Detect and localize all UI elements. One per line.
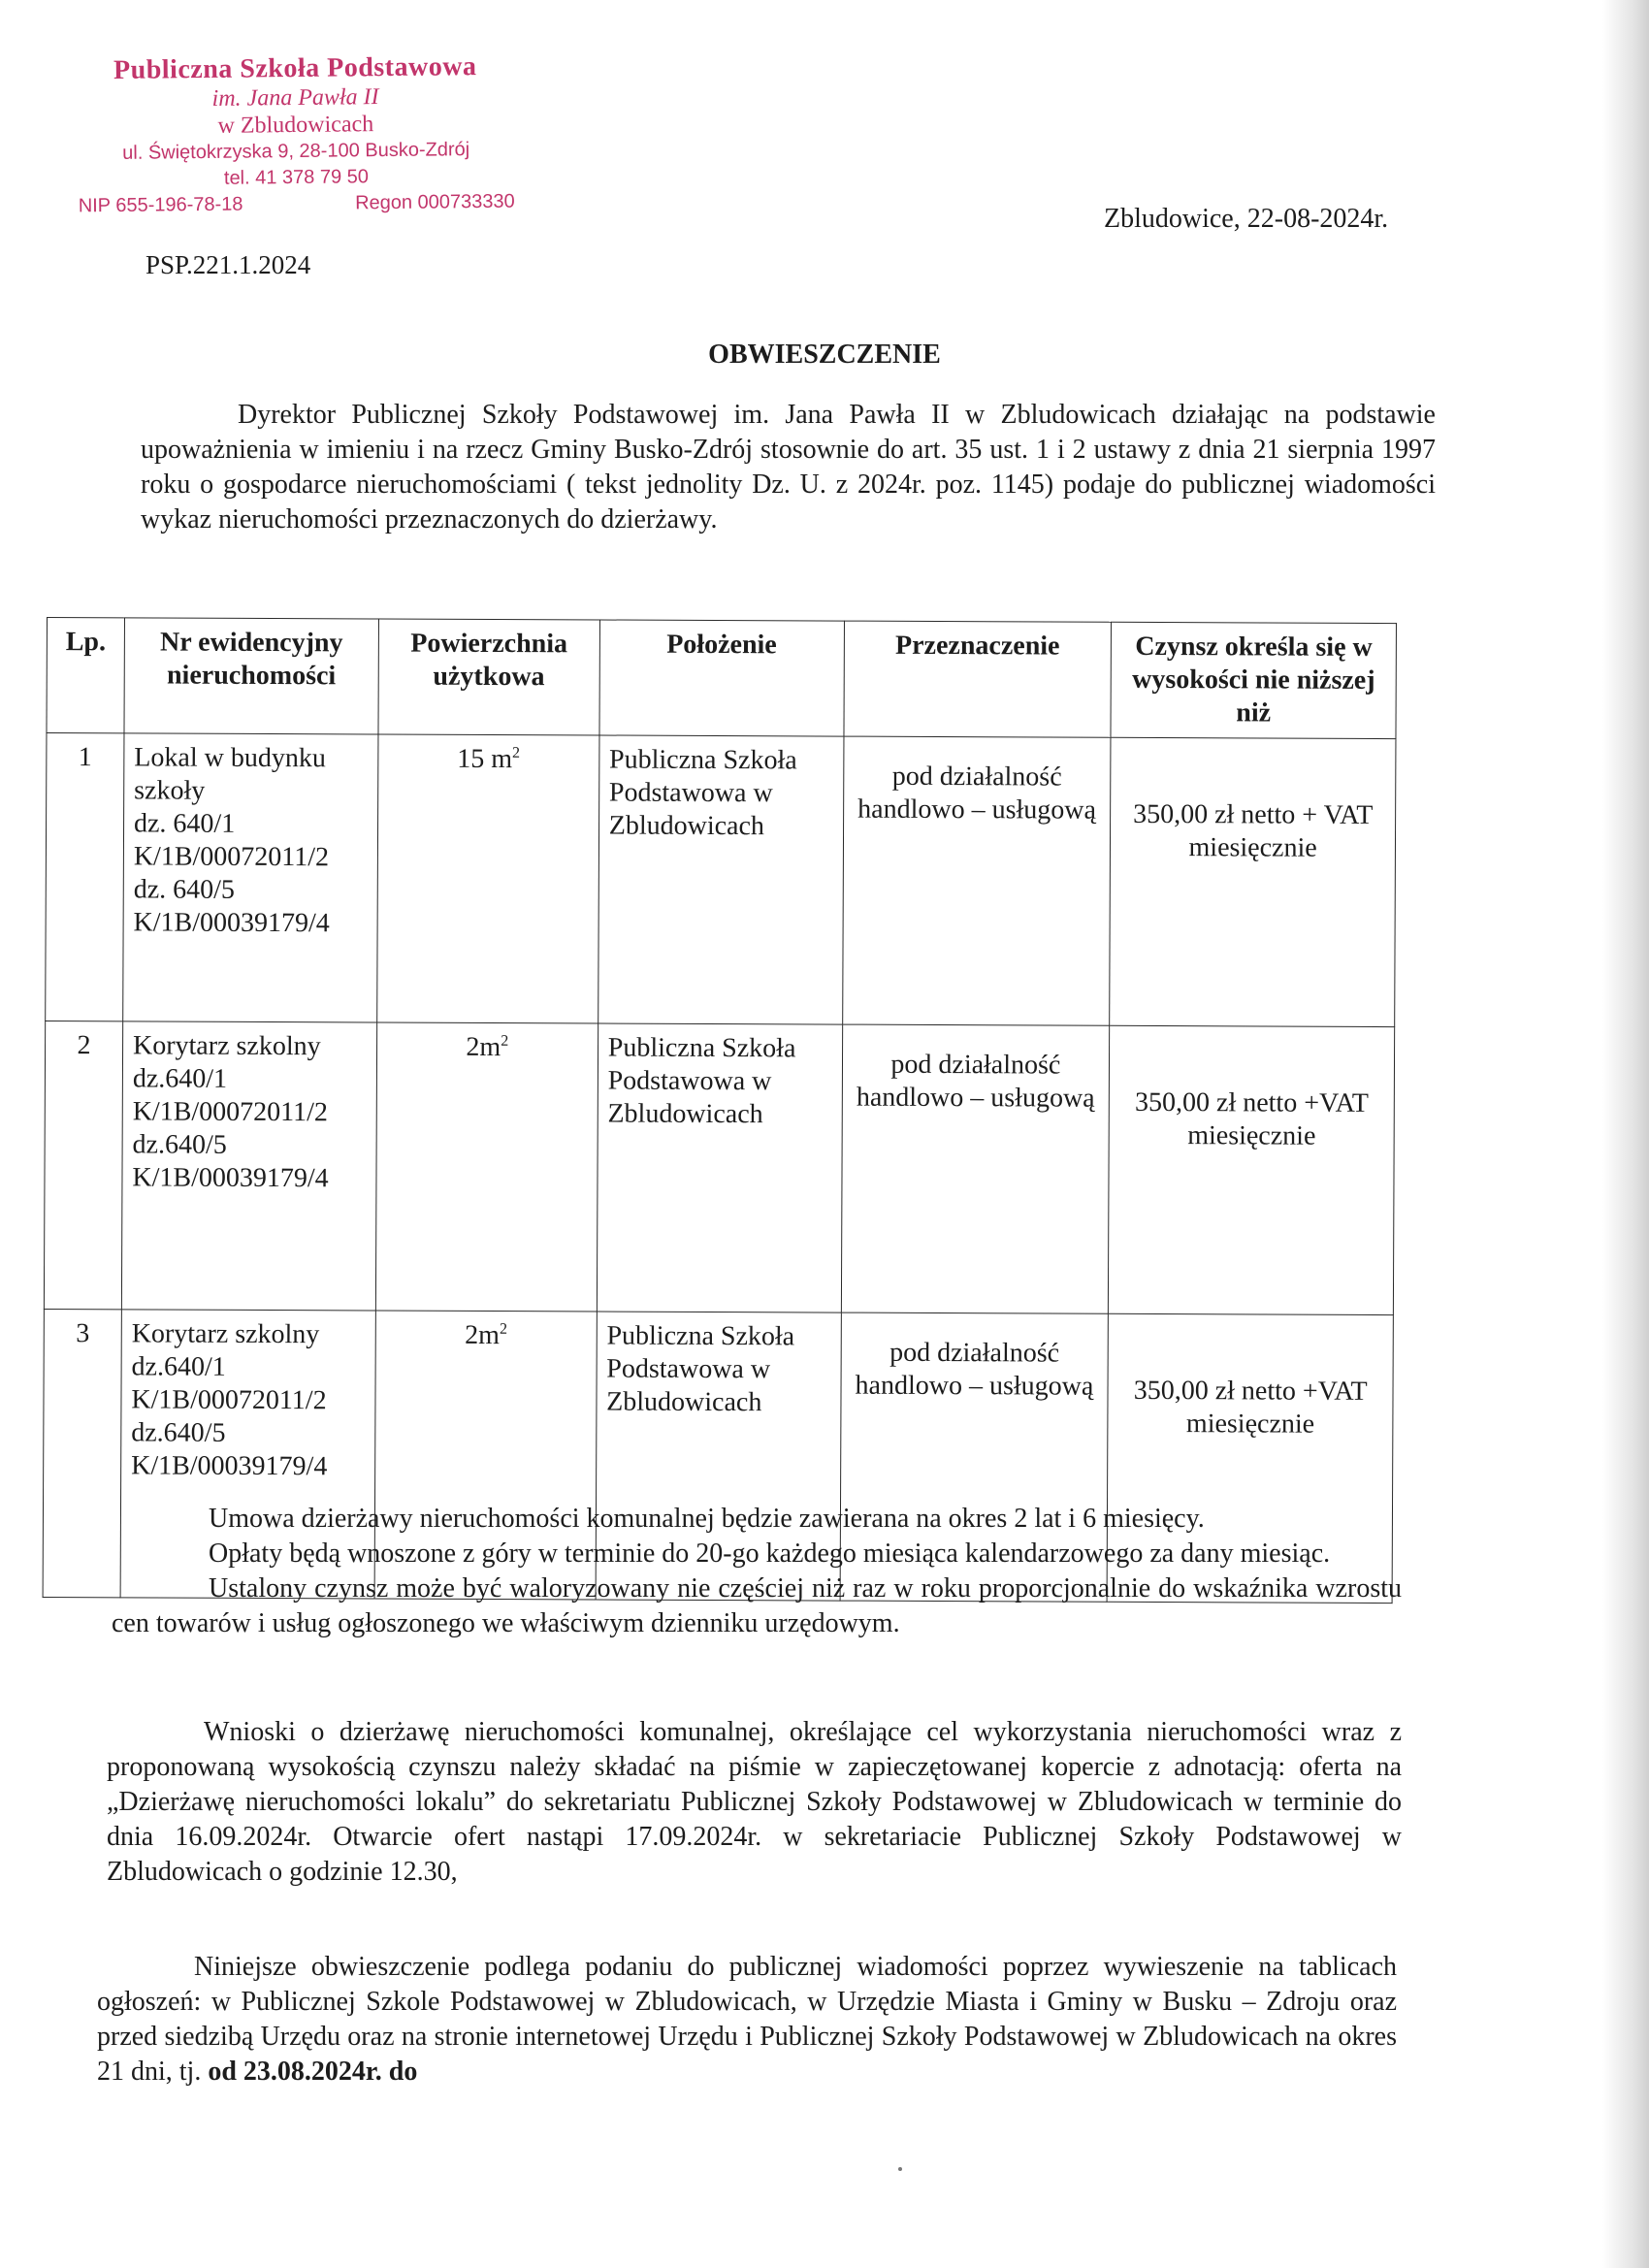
stamp-school-name: Publiczna Szkoła Podstawowa <box>113 51 477 85</box>
scan-speck <box>898 2167 902 2171</box>
row-kw-1: K/1B/00072011/2 <box>132 1096 328 1128</box>
row-parcel-2: dz.640/5 <box>132 1129 227 1160</box>
row-rent: 350,00 zł netto +VAT miesięcznie <box>1109 1025 1395 1314</box>
stamp-regon: Regon 000733330 <box>355 190 515 214</box>
row-area-unit-exp: 2 <box>501 1032 509 1050</box>
row-purpose: pod działalność handlowo – usługową <box>841 1024 1110 1313</box>
applications-paragraph <box>107 1715 1402 1890</box>
row-kw-2: K/1B/00039179/4 <box>133 907 330 939</box>
date-line: Zbludowice, 22-08-2024r. <box>1104 204 1389 234</box>
row-area-value: 15 m <box>457 743 513 775</box>
table-row <box>46 733 1396 1027</box>
stamp-nip: NIP 655-196-78-18 <box>78 193 243 217</box>
row-desc: Korytarz szkolny <box>131 1318 320 1350</box>
lease-term-text: Umowa dzierżawy nieruchomości komunalnej będzie zawierana na okres 2 lat i 6 miesięcy. <box>209 1504 1205 1534</box>
publication-text-wrap <box>97 1950 1397 2090</box>
table-header-row <box>47 618 1397 739</box>
row-rent: 350,00 zł netto +VAT miesięcznie <box>1107 1313 1393 1603</box>
row-nr <box>123 733 378 1022</box>
row-kw-1: K/1B/00072011/2 <box>133 841 330 873</box>
row-purpose: pod działalność handlowo – usługową <box>842 736 1111 1025</box>
header-lp: Lp. <box>47 618 124 733</box>
header-rent: Czynsz określa się w wysokości nie niższej niż <box>1111 622 1396 738</box>
row-lp: 3 <box>43 1309 121 1597</box>
row-parcel-1: dz.640/1 <box>131 1351 226 1382</box>
stamp-place: w Zbludowicach <box>217 112 374 139</box>
stamp-address: ul. Świętokrzyska 9, 28-100 Busko-Zdrój <box>122 139 470 164</box>
payments-text: Opłaty będą wnoszone z góry w terminie do 20-go każdego miesiąca kalendarzowego za dany miesiąc. <box>209 1539 1331 1569</box>
row-parcel-1: dz.640/1 <box>132 1063 228 1094</box>
row-parcel-2: dz.640/5 <box>131 1417 226 1448</box>
row-area-value: 2m <box>466 1031 501 1063</box>
case-number: PSP.221.1.2024 <box>146 250 311 279</box>
property-table <box>43 617 1397 1604</box>
row-rent: 350,00 zł netto + VAT miesięcznie <box>1110 737 1396 1026</box>
row-lp: 1 <box>46 733 124 1021</box>
header-location: Położenie <box>599 620 844 736</box>
row-desc: Lokal w budynku szkoły <box>134 742 326 806</box>
intro-paragraph <box>141 398 1436 537</box>
header-area: Powierzchnia użytkowa <box>378 619 599 735</box>
row-parcel-2: dz. 640/5 <box>133 874 236 905</box>
row-kw-2: K/1B/00039179/4 <box>132 1162 329 1194</box>
row-location: Publiczna Szkoła Podstawowa w Zbludowicach <box>596 1312 841 1601</box>
row-location: Publiczna Szkoła Podstawowa w Zbludowicach <box>598 735 843 1024</box>
row-parcel-1: dz. 640/1 <box>133 808 236 839</box>
row-lp: 2 <box>44 1021 122 1309</box>
row-desc: Korytarz szkolny <box>132 1030 321 1062</box>
terms-paragraphs <box>112 1502 1402 1641</box>
stamp-phone: tel. 41 378 79 50 <box>223 166 370 189</box>
row-nr <box>121 1021 376 1311</box>
row-area-value: 2m <box>465 1319 501 1351</box>
school-stamp <box>67 51 525 220</box>
row-purpose: pod działalność handlowo – usługową <box>840 1312 1109 1602</box>
row-kw-2: K/1B/00039179/4 <box>131 1450 328 1482</box>
table-row <box>44 1021 1394 1314</box>
header-purpose: Przeznaczenie <box>844 621 1112 737</box>
applications-text: Wnioski o dzierżawę nieruchomości komunalnej, określające cel wykorzystania nieruchomości wraz z proponowaną wysokością czynszu należy składać na piśmie w zapieczętowanej kopercie z adnotacją: oferta na „Dzierżawę nieruchomości lokalu” do sekretariatu Publicznej Szkoły Podstawowej w Zbludowicach w terminie do dnia 16.09.2024r. Otwarcie ofert nastąpi 17.09.2024r. w sekretariacie Publicznej Szkoły Podstawowej w Zbludowicach o godzinie 12.30, <box>107 1717 1402 1887</box>
row-area <box>377 734 599 1023</box>
publication-text: Niniejsze obwieszczenie podlega podaniu do publicznej wiadomości poprzez wywieszenie na tablicach ogłoszeń: w Publicznej Szkole Podstawowej w Zbludowicach, w Urzędzie Miasta i Gminy w Busku – Zdroju oraz przed siedzibą Urzędu oraz na stronie internetowej Urzędu i Publicznej Szkoły Podstawowej w Zbludowicach na okres 21 dni, tj. <box>97 1952 1397 2087</box>
intro-text: Dyrektor Publicznej Szkoły Podstawowej im. Jana Pawła II w Zbludowicach działając na podstawie upoważnienia w imieniu i na rzecz Gminy Busko-Zdrój stosownie do art. 35 ust. 1 i 2 ustawy z dnia 21 sierpnia 1997 roku o gospodarce nieruchomościami ( tekst jednolity Dz. U. z 2024r. poz. 1145) podaje do publicznej wiadomości wykaz nieruchomości przeznaczonych do dzierżawy. <box>141 400 1436 535</box>
row-area-unit-exp: 2 <box>499 1320 508 1338</box>
stamp-patron: im. Jana Pawła II <box>211 84 379 112</box>
row-area-unit-exp: 2 <box>512 744 521 761</box>
publication-paragraph <box>97 1950 1397 2090</box>
row-area <box>375 1022 598 1312</box>
indexation-text: Ustalony czynsz może być waloryzowany nie częściej niż raz w roku proporcjonalnie do wskaźnika wzrostu cen towarów i usług ogłoszonego we właściwym dzienniku urzędowym. <box>112 1573 1402 1638</box>
header-nr: Nr ewidencyjny nieruchomości <box>124 618 378 734</box>
publication-period: od 23.08.2024r. do <box>208 2057 418 2087</box>
row-kw-1: K/1B/00072011/2 <box>131 1384 327 1416</box>
stamp-ids <box>69 189 525 220</box>
document-title: OBWIESZCZENIE <box>708 340 941 370</box>
row-location: Publiczna Szkoła Podstawowa w Zbludowicach <box>597 1023 842 1312</box>
